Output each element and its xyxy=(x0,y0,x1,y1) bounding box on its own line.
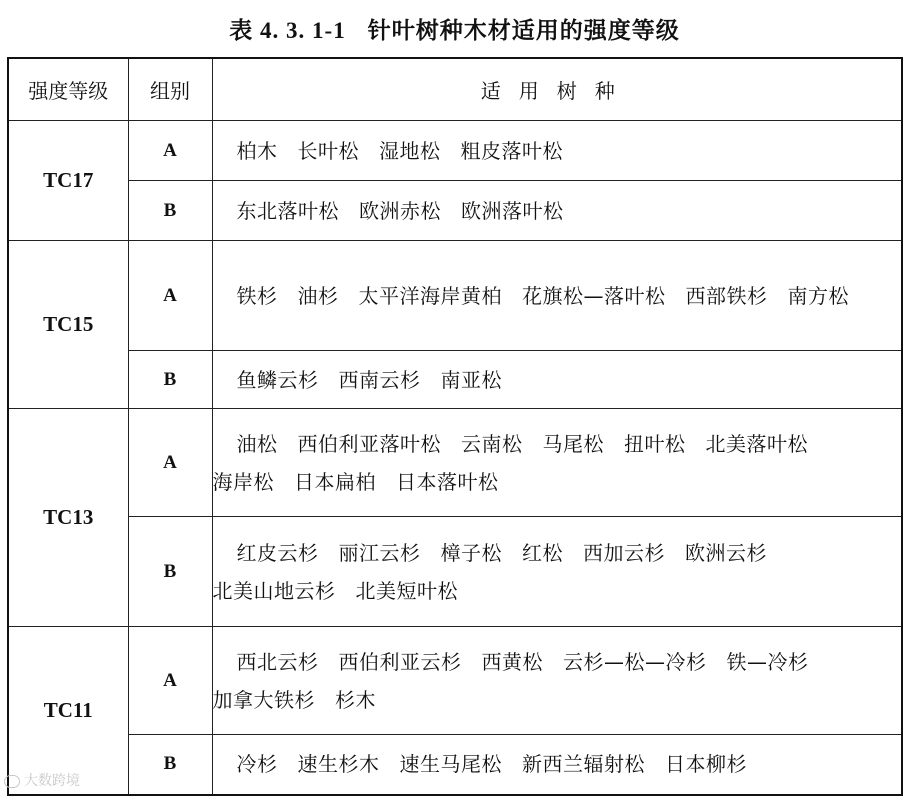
group-cell: B xyxy=(128,517,212,627)
species-item: 鱼鳞云杉 xyxy=(236,367,319,392)
group-cell: A xyxy=(128,241,212,351)
species-item: 北美短叶松 xyxy=(355,578,458,603)
table-row xyxy=(8,351,902,409)
species-cell xyxy=(212,241,902,351)
watermark xyxy=(4,770,80,790)
table-row xyxy=(8,121,902,181)
species-cell xyxy=(212,181,902,241)
group-cell: B xyxy=(128,351,212,409)
species-item: 北美山地云杉 xyxy=(212,578,336,603)
grade-cell: TC13 xyxy=(8,409,128,627)
table-row xyxy=(8,409,902,517)
species-item: 太平洋海岸黄柏 xyxy=(358,283,502,308)
species-item: 扭叶松 xyxy=(624,431,686,456)
species-item: 日本扁柏 xyxy=(294,469,376,494)
chat-bubble-icon xyxy=(4,775,20,788)
species-item: 马尾松 xyxy=(542,431,604,456)
watermark-text: 大数跨境 xyxy=(24,773,80,789)
species-item: 东北落叶松 xyxy=(236,198,339,223)
species-item: 樟子松 xyxy=(440,540,502,565)
species-item: 油杉 xyxy=(297,283,339,308)
header-row xyxy=(8,58,902,121)
species-item: 速生杉木 xyxy=(297,752,380,777)
species-cell xyxy=(212,627,902,735)
species-item: 速生马尾松 xyxy=(399,752,502,777)
grade-cell: TC17 xyxy=(8,121,128,241)
species-item: 西伯利亚云杉 xyxy=(338,649,462,674)
species-item: 北美落叶松 xyxy=(705,431,808,456)
grade-cell: TC11 xyxy=(8,627,128,795)
species-item: 西黄松 xyxy=(481,649,543,674)
species-item: 长叶松 xyxy=(297,138,359,163)
species-item: 红皮云杉 xyxy=(236,540,319,565)
species-item: 粗皮落叶松 xyxy=(460,138,563,163)
group-cell: B xyxy=(128,181,212,241)
species-item: 云杉—松—冷杉 xyxy=(563,649,707,674)
group-cell: B xyxy=(128,735,212,795)
strength-grade-table xyxy=(7,57,903,796)
species-item: 加拿大铁杉 xyxy=(212,687,315,712)
species-cell xyxy=(212,735,902,795)
species-item: 铁—冷杉 xyxy=(726,649,809,674)
species-item: 湿地松 xyxy=(379,138,441,163)
species-item: 云南松 xyxy=(461,431,523,456)
species-item: 新西兰辐射松 xyxy=(522,752,645,777)
grade-cell: TC15 xyxy=(8,241,128,409)
table-row xyxy=(8,181,902,241)
species-item: 油松 xyxy=(236,431,278,456)
species-item: 西加云杉 xyxy=(583,540,665,565)
header-group: 组别 xyxy=(128,58,212,121)
species-item: 丽江云杉 xyxy=(338,540,421,565)
species-item: 南亚松 xyxy=(440,367,502,392)
species-cell xyxy=(212,351,902,409)
group-cell: A xyxy=(128,627,212,735)
species-item: 海岸松 xyxy=(212,469,274,494)
table-row xyxy=(8,241,902,351)
species-item: 杉木 xyxy=(335,687,376,712)
table-row xyxy=(8,517,902,627)
table-title xyxy=(0,12,909,45)
group-cell: A xyxy=(128,409,212,517)
species-item: 花旗松—落叶松 xyxy=(522,283,666,308)
header-species: 适用树种 xyxy=(212,58,902,121)
species-item: 西伯利亚落叶松 xyxy=(297,431,441,456)
species-item: 铁杉 xyxy=(236,283,278,308)
species-item: 西部铁杉 xyxy=(685,283,768,308)
species-item: 红松 xyxy=(522,540,563,565)
table-row xyxy=(8,735,902,795)
table-row xyxy=(8,627,902,735)
species-item: 日本柳杉 xyxy=(665,752,747,777)
table-number: 表 4. 3. 1-1 xyxy=(229,18,346,43)
species-item: 日本落叶松 xyxy=(396,469,499,494)
species-item: 欧洲落叶松 xyxy=(461,198,564,223)
group-cell: A xyxy=(128,121,212,181)
species-cell xyxy=(212,409,902,517)
species-item: 欧洲赤松 xyxy=(359,198,441,223)
header-grade: 强度等级 xyxy=(8,58,128,121)
species-cell xyxy=(212,517,902,627)
species-item: 西北云杉 xyxy=(236,649,319,674)
species-item: 南方松 xyxy=(787,283,849,308)
table-caption: 针叶树种木材适用的强度等级 xyxy=(367,18,680,44)
species-item: 柏木 xyxy=(236,138,278,163)
species-item: 冷杉 xyxy=(236,752,278,777)
species-item: 西南云杉 xyxy=(338,367,421,392)
species-item: 欧洲云杉 xyxy=(685,540,767,565)
species-cell xyxy=(212,121,902,181)
